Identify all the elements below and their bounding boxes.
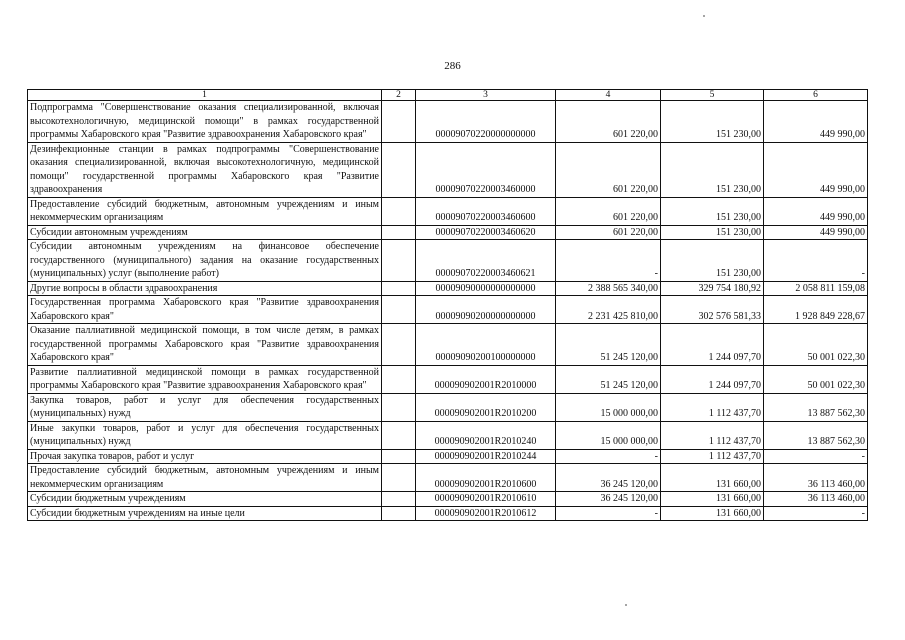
table-row (28, 464, 868, 492)
row-value-5: 151 230,00 (661, 225, 764, 240)
row-col2 (382, 240, 416, 282)
table-row (28, 365, 868, 393)
row-value-4: 601 220,00 (556, 197, 661, 225)
row-value-5: 1 112 437,70 (661, 449, 764, 464)
row-code: 00009090000000000000 (416, 281, 556, 296)
budget-table (27, 89, 868, 521)
row-code: 000090902001R2010244 (416, 449, 556, 464)
row-name: Субсидии бюджетным учреждениям на иные цели (28, 506, 382, 521)
row-col2 (382, 492, 416, 507)
table-row (28, 492, 868, 507)
row-col2 (382, 324, 416, 366)
row-value-5: 302 576 581,33 (661, 296, 764, 324)
table-row (28, 393, 868, 421)
table-row (28, 421, 868, 449)
row-col2 (382, 506, 416, 521)
row-value-5: 1 244 097,70 (661, 324, 764, 366)
row-value-4: 601 220,00 (556, 101, 661, 143)
table-row (28, 225, 868, 240)
row-value-4: 2 388 565 340,00 (556, 281, 661, 296)
row-value-5: 1 112 437,70 (661, 393, 764, 421)
row-name: Субсидии автономным учреждениям на финансовое обеспечение государственного (муниципального) задания на оказание государственных (муниципальных) услуг (выполнение работ) (28, 240, 382, 282)
row-code: 00009070220003460621 (416, 240, 556, 282)
table-row (28, 101, 868, 143)
row-value-5: 131 660,00 (661, 492, 764, 507)
scan-speck (703, 15, 705, 17)
row-value-4: 51 245 120,00 (556, 324, 661, 366)
table-row (28, 506, 868, 521)
table-row (28, 142, 868, 197)
row-value-6: 1 928 849 228,67 (764, 296, 868, 324)
row-value-6: 36 113 460,00 (764, 492, 868, 507)
column-header-1: 1 (28, 90, 382, 101)
row-value-5: 131 660,00 (661, 464, 764, 492)
row-value-4: 51 245 120,00 (556, 365, 661, 393)
row-value-6: 2 058 811 159,08 (764, 281, 868, 296)
row-name: Иные закупки товаров, работ и услуг для обеспечения государственных (муниципальных) нужд (28, 421, 382, 449)
table-row (28, 324, 868, 366)
row-value-6: - (764, 449, 868, 464)
row-code: 000090902001R2010610 (416, 492, 556, 507)
row-name: Субсидии автономным учреждениям (28, 225, 382, 240)
row-value-6: - (764, 240, 868, 282)
row-code: 00009090200100000000 (416, 324, 556, 366)
row-col2 (382, 101, 416, 143)
row-value-5: 131 660,00 (661, 506, 764, 521)
table-row (28, 296, 868, 324)
row-name: Предоставление субсидий бюджетным, автономным учреждениям и иным некоммерческим организациям (28, 464, 382, 492)
row-value-6: 449 990,00 (764, 101, 868, 143)
row-col2 (382, 197, 416, 225)
row-value-5: 329 754 180,92 (661, 281, 764, 296)
column-header-3: 3 (416, 90, 556, 101)
row-col2 (382, 296, 416, 324)
row-code: 00009090200000000000 (416, 296, 556, 324)
row-value-4: 601 220,00 (556, 225, 661, 240)
column-header-4: 4 (556, 90, 661, 101)
row-value-6: 449 990,00 (764, 197, 868, 225)
row-value-6: 36 113 460,00 (764, 464, 868, 492)
row-name: Дезинфекционные станции в рамках подпрограммы "Совершенствование оказания специализированной, включая высокотехнологичную, медицинской помощи" государственной программы Хабаровского края "Развитие здравоохранения (28, 142, 382, 197)
row-code: 00009070220003460620 (416, 225, 556, 240)
row-col2 (382, 464, 416, 492)
row-value-6: 449 990,00 (764, 142, 868, 197)
row-value-4: 36 245 120,00 (556, 492, 661, 507)
row-value-5: 151 230,00 (661, 240, 764, 282)
row-name: Субсидии бюджетным учреждениям (28, 492, 382, 507)
row-name: Подпрограмма "Совершенствование оказания специализированной, включая высокотехнологичную, медицинской помощи" в рамках государственной программы Хабаровского края "Развитие здравоохранения Хабаровского края" (28, 101, 382, 143)
row-col2 (382, 393, 416, 421)
row-name: Предоставление субсидий бюджетным, автономным учреждениям и иным некоммерческим организациям (28, 197, 382, 225)
column-header-2: 2 (382, 90, 416, 101)
table-row (28, 197, 868, 225)
row-value-6: 449 990,00 (764, 225, 868, 240)
row-col2 (382, 449, 416, 464)
row-value-4: - (556, 240, 661, 282)
row-value-4: 15 000 000,00 (556, 393, 661, 421)
row-value-6: 50 001 022,30 (764, 324, 868, 366)
row-code: 000090902001R2010000 (416, 365, 556, 393)
table-row (28, 240, 868, 282)
table-row (28, 449, 868, 464)
table-header-row (28, 90, 868, 101)
row-col2 (382, 225, 416, 240)
row-value-4: - (556, 449, 661, 464)
row-col2 (382, 365, 416, 393)
row-code: 000090902001R2010240 (416, 421, 556, 449)
row-code: 00009070220003460600 (416, 197, 556, 225)
row-value-6: 50 001 022,30 (764, 365, 868, 393)
row-value-5: 1 244 097,70 (661, 365, 764, 393)
table-row (28, 281, 868, 296)
row-value-6: 13 887 562,30 (764, 393, 868, 421)
row-code: 00009070220003460000 (416, 142, 556, 197)
row-name: Оказание паллиативной медицинской помощи, в том числе детям, в рамках государственной программы Хабаровского края "Развитие здравоохранения Хабаровского края" (28, 324, 382, 366)
row-value-4: 601 220,00 (556, 142, 661, 197)
row-code: 00009070220000000000 (416, 101, 556, 143)
scan-speck (625, 604, 627, 606)
row-value-4: 36 245 120,00 (556, 464, 661, 492)
row-col2 (382, 281, 416, 296)
row-col2 (382, 421, 416, 449)
row-value-4: 15 000 000,00 (556, 421, 661, 449)
row-name: Развитие паллиативной медицинской помощи в рамках государственной программы Хабаровского края "Развитие здравоохранения Хабаровского края" (28, 365, 382, 393)
row-value-6: 13 887 562,30 (764, 421, 868, 449)
row-value-4: 2 231 425 810,00 (556, 296, 661, 324)
row-value-6: - (764, 506, 868, 521)
row-name: Закупка товаров, работ и услуг для обеспечения государственных (муниципальных) нужд (28, 393, 382, 421)
row-name: Прочая закупка товаров, работ и услуг (28, 449, 382, 464)
row-col2 (382, 142, 416, 197)
row-code: 000090902001R2010200 (416, 393, 556, 421)
column-header-5: 5 (661, 90, 764, 101)
column-header-6: 6 (764, 90, 868, 101)
row-value-5: 1 112 437,70 (661, 421, 764, 449)
row-name: Другие вопросы в области здравоохранения (28, 281, 382, 296)
row-value-4: - (556, 506, 661, 521)
page-number: 286 (444, 60, 461, 72)
row-code: 000090902001R2010612 (416, 506, 556, 521)
row-name: Государственная программа Хабаровского края "Развитие здравоохранения Хабаровского края" (28, 296, 382, 324)
row-value-5: 151 230,00 (661, 197, 764, 225)
row-value-5: 151 230,00 (661, 142, 764, 197)
row-value-5: 151 230,00 (661, 101, 764, 143)
row-code: 000090902001R2010600 (416, 464, 556, 492)
